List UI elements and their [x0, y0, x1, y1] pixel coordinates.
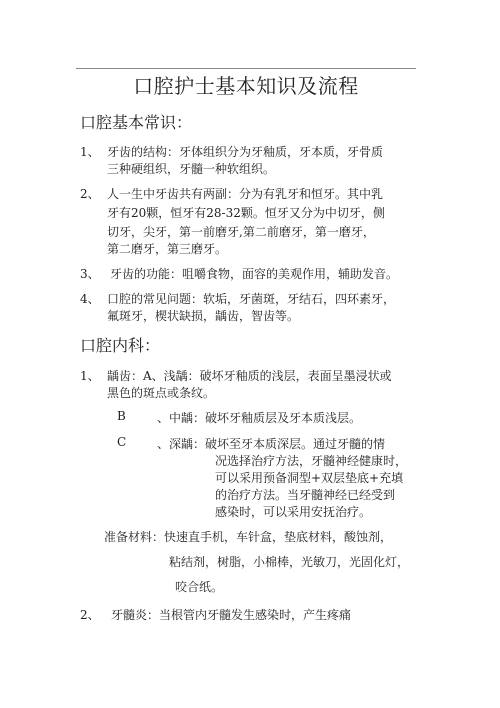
section-heading-basics: 口腔基本常识： [80, 113, 193, 132]
subitem-letter: B [117, 409, 126, 423]
subitem-line: 、中龋：破坏牙釉质层及牙本质浅层。 [157, 411, 362, 425]
item-line: 口腔的常见问题：软垢，牙菌斑，牙结石，四环素牙， [107, 292, 396, 306]
item-number: 2、 [80, 608, 100, 622]
subitem-line: 况选择治疗方法，牙髓神经健康时， [215, 454, 408, 468]
item-number: 1、 [80, 369, 100, 383]
item-line: 龋齿：A、浅龋：破坏牙釉质的浅层，表面呈墨浸状或 [107, 369, 392, 383]
section-heading-internal: 口腔内科： [80, 336, 161, 355]
item-line: 人一生中牙齿共有两副：分为有乳牙和恒牙。其中乳 [107, 187, 384, 201]
item-number: 2、 [80, 187, 100, 201]
subitem-line: 可以采用预备洞型+双层垫底+充填 [215, 471, 404, 485]
materials-line: 粘结剂，树脂，小棉棒，光敏刀，光固化灯， [169, 555, 410, 569]
item-number: 1、 [80, 145, 100, 159]
materials-line: 咬合纸。 [175, 580, 224, 594]
subitem-letter: C [117, 435, 127, 449]
item-line: 切牙，尖牙，第一前磨牙,第二前磨牙，第一磨牙， [107, 225, 375, 239]
item-number: 4、 [80, 292, 100, 306]
item-line: 牙有20颗，恒牙有28-32颗。恒牙又分为中切牙，侧 [107, 206, 385, 220]
item-line: 牙髓炎：当根管内牙髓发生感染时，产生疼痛 [111, 608, 352, 622]
materials-line: 准备材料：快速直手机，车针盒，垫底材料，酸蚀剂， [104, 530, 393, 544]
item-number: 3、 [80, 267, 100, 281]
item-line: 牙齿的结构：牙体组织分为牙釉质，牙本质，牙骨质 [107, 145, 384, 159]
subitem-line: 、深龋：破坏至牙本质深层。通过牙髓的情 [157, 437, 386, 451]
item-line: 第二磨牙，第三磨牙。 [107, 242, 228, 256]
subitem-line: 的治疗方法。当牙髓神经已经受到 [215, 488, 396, 502]
item-line: 氟斑牙，楔状缺损，龋齿，智齿等。 [107, 309, 300, 323]
document-title: 口腔护士基本知识及流程 [133, 74, 359, 98]
subitem-line: 感染时，可以采用安抚治疗。 [215, 505, 372, 519]
item-line: 牙齿的功能：咀嚼食物，面容的美观作用，辅助发音。 [110, 267, 399, 281]
header-rule [76, 68, 416, 69]
item-line: 三种硬组织，牙髓一种软组织。 [107, 162, 276, 176]
item-line: 黑色的斑点或条纹。 [107, 386, 216, 400]
